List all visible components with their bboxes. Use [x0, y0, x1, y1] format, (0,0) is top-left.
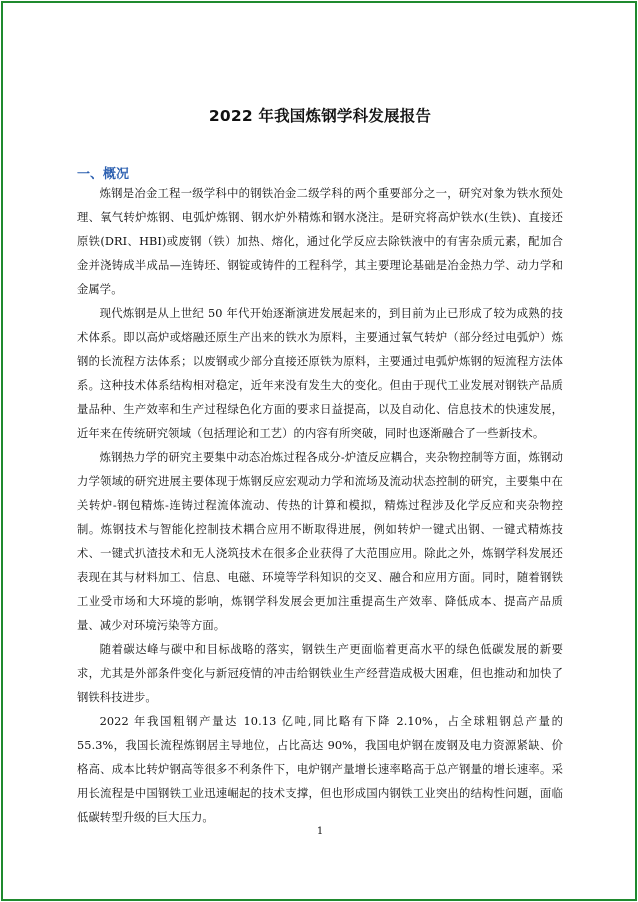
paragraph: 随着碳达峰与碳中和目标战略的落实，钢铁生产更面临着更高水平的绿色低碳发展的新要求，尤其是外部条件变化与新冠疫情的冲击给钢铁业生产经营造成极大困难，但也推动和加快了钢铁科技进步。	[77, 643, 563, 704]
paragraph: 炼钢热力学的研究主要集中动态冶炼过程各成分-炉渣反应耦合，夹杂物控制等方面，炼钢动力学领域的研究进展主要体现于炼钢反应宏观动力学和流场及流动状态控制的研究，主要集中在关转炉-钢包精炼-连铸过程流体流动、传热的计算和模拟，精炼过程涉及化学反应和夹杂物控制。炼钢技术与智能化控制技术耦合应用不断取得进展，例如转炉一键式出钢、一键式精炼技术、一键式扒渣技术和无人浇筑技术在很多企业获得了大范围应用。除此之外，炼钢学科发展还表现在其与材料加工、信息、电磁、环境等学科知识的交叉、融合和应用方面。同时，随着钢铁工业受市场和大环境的影响，炼钢学科发展会更加注重提高生产效率、降低成本、提高产品质量、减少对环境污染等方面。	[77, 451, 563, 632]
paragraph: 现代炼钢是从上世纪 50 年代开始逐渐演进发展起来的，到目前为止已形成了较为成熟的技术体系。即以高炉或熔融还原生产出来的铁水为原料，主要通过氧气转炉（部分经过电弧炉）炼钢的长流程方法体系；以废钢或少部分直接还原铁为原料，主要通过电弧炉炼钢的短流程方法体系。这种技术体系结构相对稳定，近年来没有发生大的变化。但由于现代工业发展对钢铁产品质量品种、生产效率和生产过程绿色化方面的要求日益提高，以及自动化、信息技术的快速发展，近年来在传统研究领域（包括理论和工艺）的内容有所突破，同时也逐渐融合了一些新技术。	[77, 307, 563, 440]
paragraph: 炼钢是冶金工程一级学科中的钢铁冶金二级学科的两个重要部分之一，研究对象为铁水预处理、氧气转炉炼钢、电弧炉炼钢、钢水炉外精炼和钢水浇注。是研究将高炉铁水(生铁)、直接还原铁(DRI、HBI)或废钢（铁）加热、熔化，通过化学反应去除铁液中的有害杂质元素，配加合金并浇铸成半成品—连铸坯、钢锭或铸件的工程科学，其主要理论基础是冶金热力学、动力学和金属学。	[77, 187, 563, 296]
section-heading: 一、概况	[77, 167, 130, 182]
page-title: 2022 年我国炼钢学科发展报告	[208, 107, 432, 125]
body-text	[77, 182, 563, 830]
paragraph: 2022 年我国粗钢产量达 10.13 亿吨,同比略有下降 2.10%，占全球粗钢总产量的 55.3%，我国长流程炼钢居主导地位，占比高达 90%，我国电炉钢在废钢及电力资源紧缺、价格高、成本比转炉钢高等很多不利条件下，电炉钢产量增长速率略高于总产钢量的增长速率。采用长流程是中国钢铁工业迅速崛起的技术支撑，但也形成国内钢铁工业突出的结构性问题，面临低碳转型升级的巨大压力。	[77, 715, 563, 824]
page-number: 1	[316, 826, 324, 837]
